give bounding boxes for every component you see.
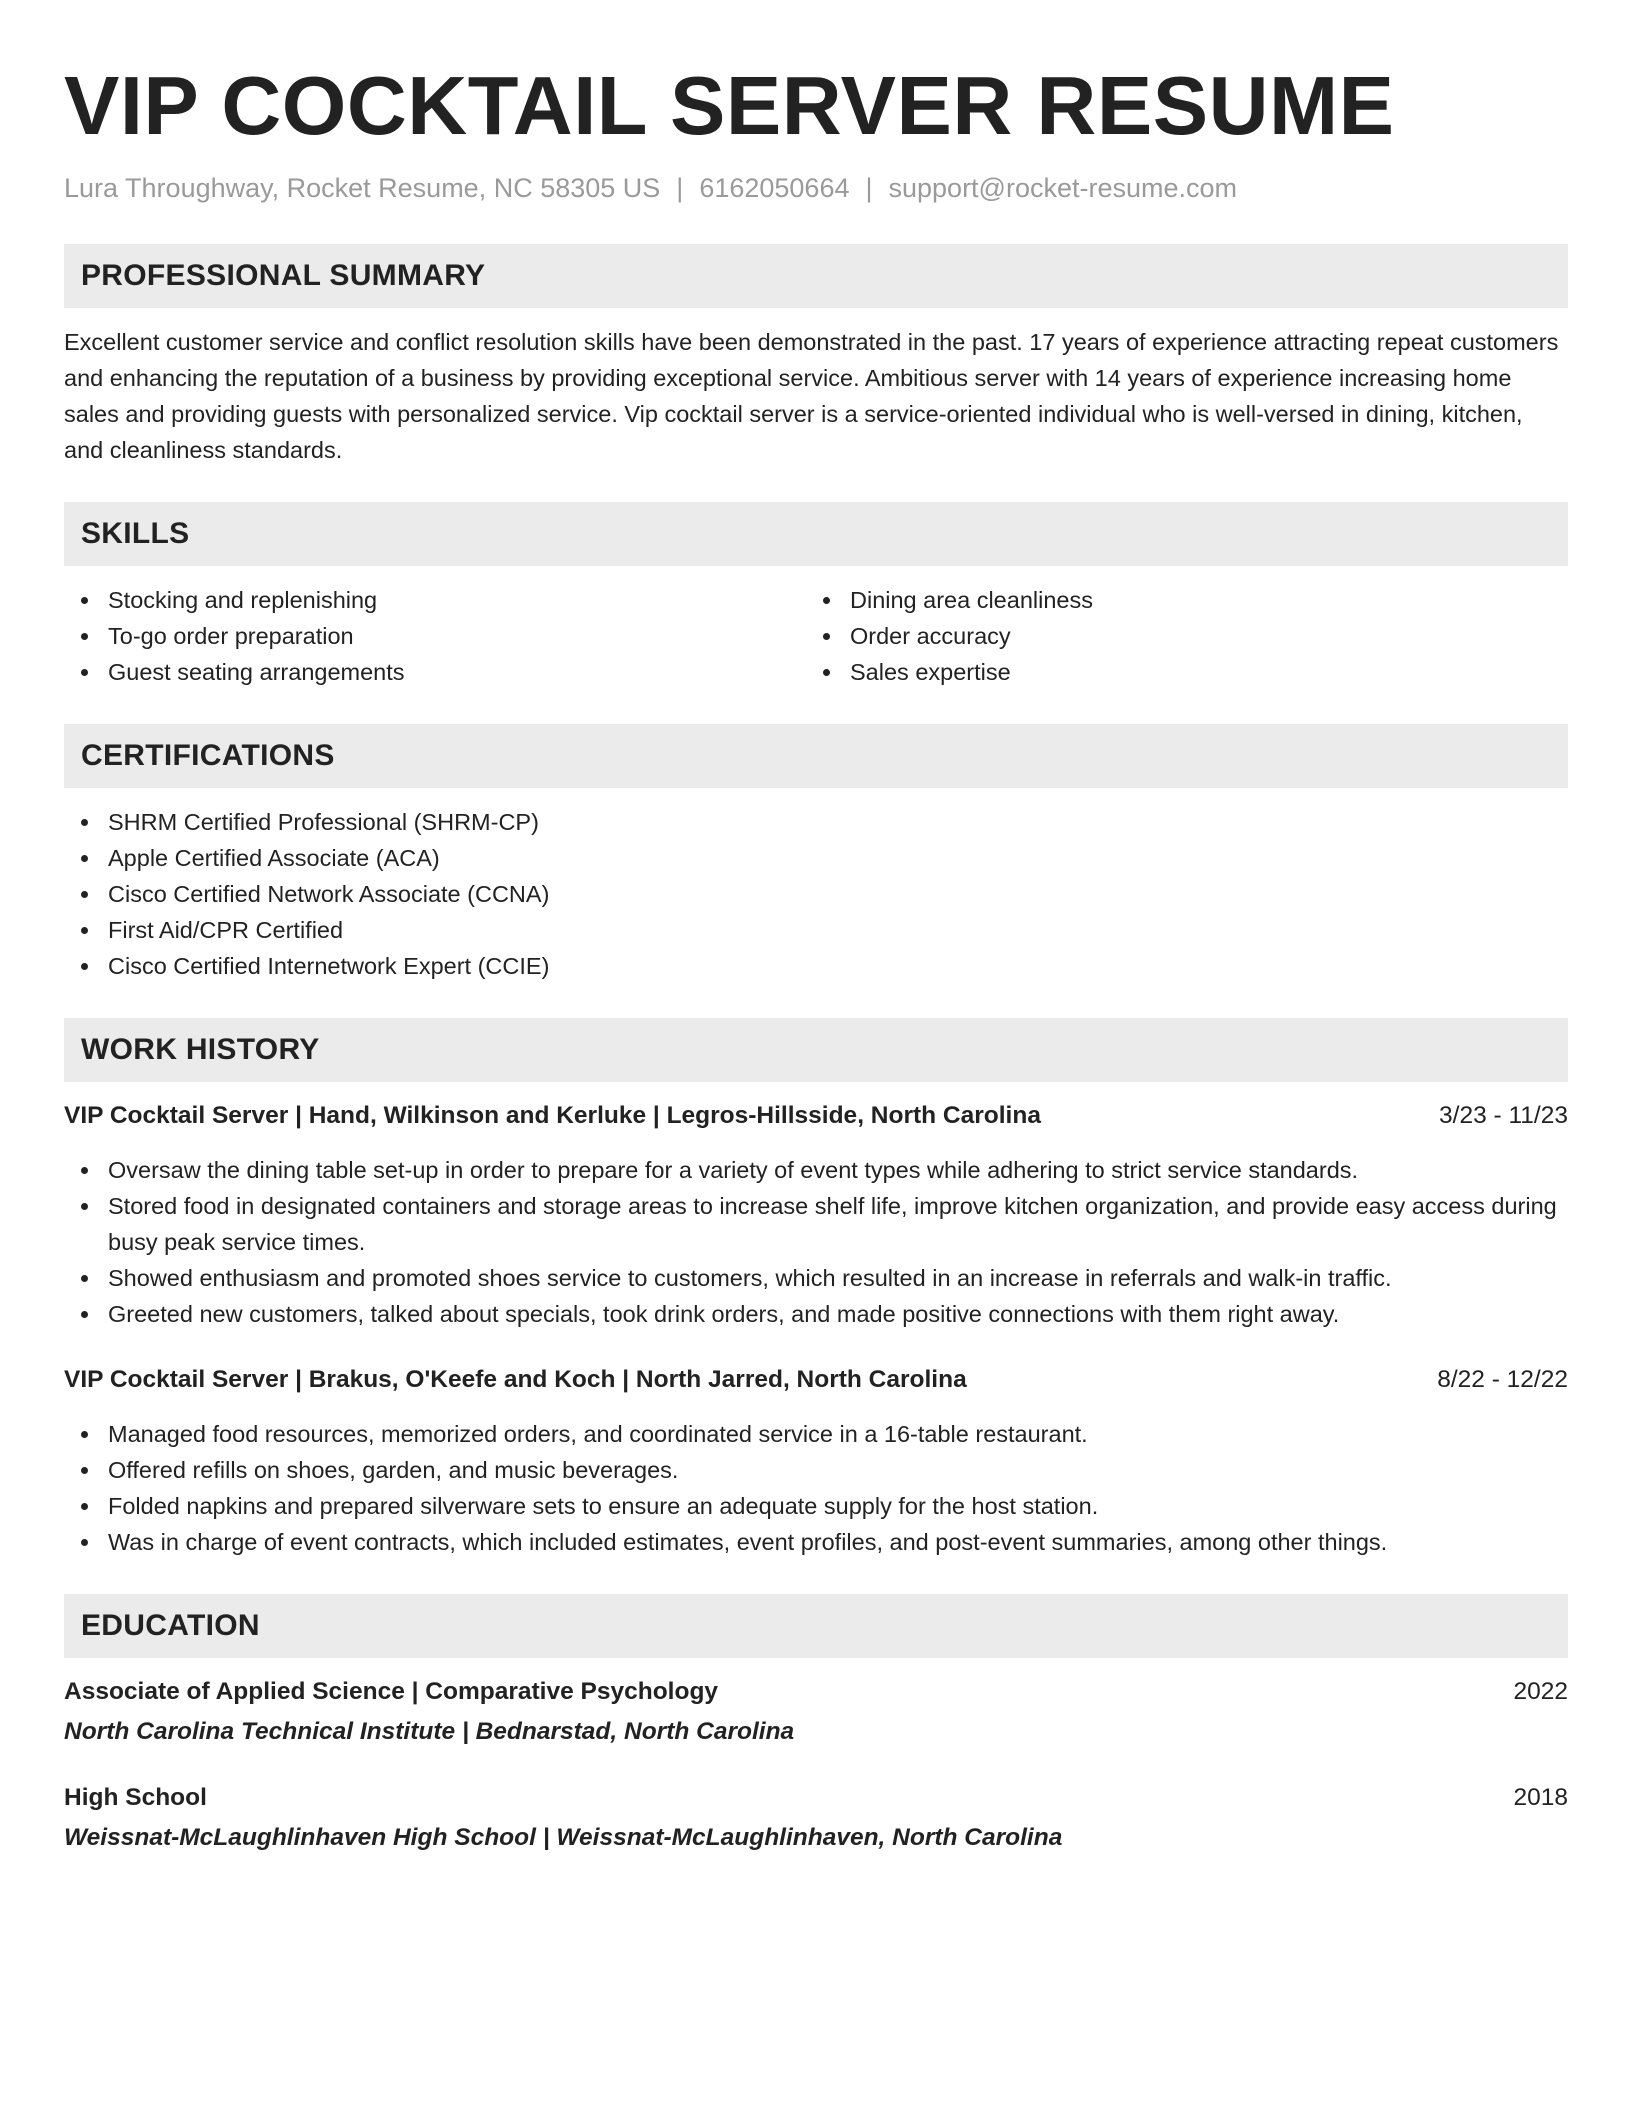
job-duty: Was in charge of event contracts, which included estimates, event profiles, and post-event summaries, among other things.: [64, 1524, 1568, 1560]
contact-phone: 6162050664: [699, 173, 850, 203]
job-duty: Offered refills on shoes, garden, and music beverages.: [64, 1452, 1568, 1488]
skill-item: To-go order preparation: [64, 618, 806, 654]
certification-item: Cisco Certified Network Associate (CCNA): [64, 876, 1568, 912]
job-duty: Stored food in designated containers and storage areas to increase shelf life, improve kitchen organization, and provide easy access during busy peak service times.: [64, 1188, 1568, 1260]
certification-item: SHRM Certified Professional (SHRM-CP): [64, 804, 1568, 840]
certification-item: First Aid/CPR Certified: [64, 912, 1568, 948]
job-duty: Greeted new customers, talked about specials, took drink orders, and made positive connections with them right away.: [64, 1296, 1568, 1332]
skill-item: Guest seating arrangements: [64, 654, 806, 690]
education-year: 2022: [1513, 1678, 1568, 1705]
resume-title: VIP COCKTAIL SERVER RESUME: [64, 59, 1395, 152]
summary-text: Excellent customer service and conflict resolution skills have been demonstrated in the past. 17 years of experience attracting repeat customers and enhancing the reputation of a business by providing exceptional service. Ambitious server with 14 years of experience increasing home sales and providing guests with personalized service. Vip cocktail server is a service-oriented individual who is well-versed in dining, kitchen, and cleanliness standards.: [64, 329, 1559, 463]
education-header: [64, 1674, 1568, 1710]
summary-heading: PROFESSIONAL SUMMARY: [64, 244, 1568, 308]
education-school: Weissnat-McLaughlinhaven High School | Weissnat-McLaughlinhaven, North Carolina: [64, 1824, 1063, 1851]
education-entry: [64, 1780, 1568, 1856]
skill-item: Dining area cleanliness: [806, 582, 1548, 618]
work-history-heading: WORK HISTORY: [64, 1018, 1568, 1082]
skill-item: Stocking and replenishing: [64, 582, 806, 618]
contact-line: [64, 170, 1568, 206]
education-entry: [64, 1674, 1568, 1750]
job-title: VIP Cocktail Server | Hand, Wilkinson and Kerluke | Legros-Hillsside, North Carolina: [64, 1102, 1041, 1129]
skill-item: Sales expertise: [806, 654, 1548, 690]
education-heading: EDUCATION: [64, 1594, 1568, 1658]
skills-grid: [64, 582, 1568, 690]
contact-separator: |: [865, 173, 873, 203]
job-duties-list: [64, 1152, 1568, 1332]
contact-separator: |: [676, 173, 684, 203]
job-duty: Managed food resources, memorized orders, and coordinated service in a 16-table restaurant.: [64, 1416, 1568, 1452]
skills-left-list: [64, 582, 806, 690]
certification-item: Apple Certified Associate (ACA): [64, 840, 1568, 876]
job-duties-list: [64, 1416, 1568, 1560]
skill-item: Order accuracy: [806, 618, 1548, 654]
certifications-list: [64, 804, 1568, 984]
certification-item: Cisco Certified Internetwork Expert (CCIE): [64, 948, 1568, 984]
job-dates: 8/22 - 12/22: [1437, 1366, 1568, 1393]
job-header: [64, 1362, 1568, 1398]
job-title: VIP Cocktail Server | Brakus, O'Keefe and Koch | North Jarred, North Carolina: [64, 1366, 967, 1393]
job-duty: Showed enthusiasm and promoted shoes service to customers, which resulted in an increase in referrals and walk-in traffic.: [64, 1260, 1568, 1296]
education-degree: High School: [64, 1784, 207, 1811]
contact-address: Lura Throughway, Rocket Resume, NC 58305 US: [64, 173, 661, 203]
skills-heading: SKILLS: [64, 502, 1568, 566]
contact-email[interactable]: support@rocket-resume.com: [888, 173, 1238, 203]
skills-right-list: [806, 582, 1548, 690]
certifications-heading: CERTIFICATIONS: [64, 724, 1568, 788]
job-duty: Oversaw the dining table set-up in order to prepare for a variety of event types while adhering to strict service standards.: [64, 1152, 1568, 1188]
job-duty: Folded napkins and prepared silverware sets to ensure an adequate supply for the host station.: [64, 1488, 1568, 1524]
education-year: 2018: [1513, 1784, 1568, 1811]
job-dates: 3/23 - 11/23: [1439, 1102, 1568, 1129]
resume-page: [64, 0, 1568, 1856]
job-entry: [64, 1098, 1568, 1332]
job-entry: [64, 1362, 1568, 1560]
education-header: [64, 1780, 1568, 1816]
education-school: North Carolina Technical Institute | Bednarstad, North Carolina: [64, 1718, 795, 1745]
education-degree: Associate of Applied Science | Comparative Psychology: [64, 1678, 719, 1705]
job-header: [64, 1098, 1568, 1134]
